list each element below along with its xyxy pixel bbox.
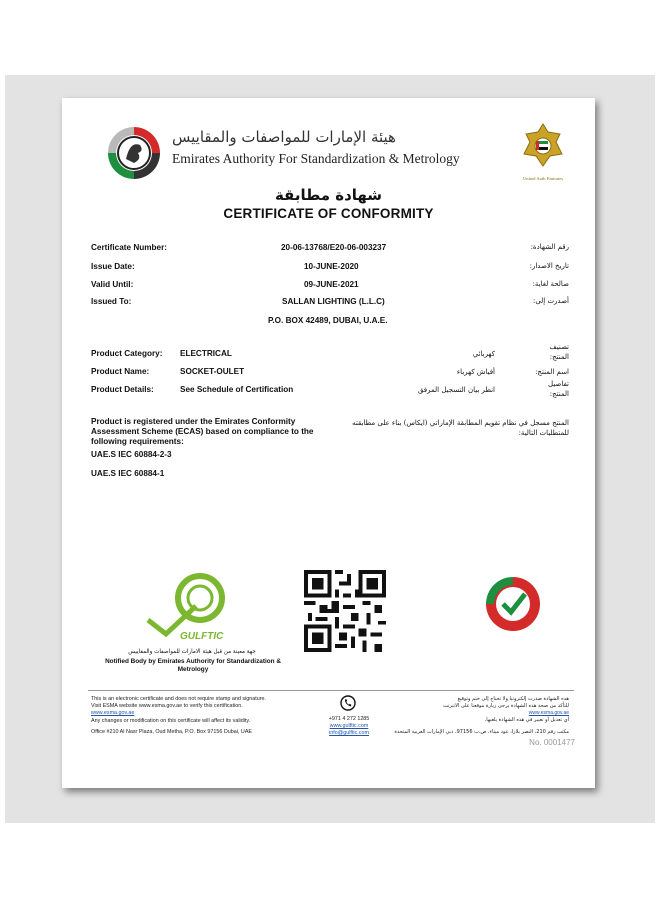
gulftic-logo-text: GULFTIC bbox=[180, 631, 224, 642]
issued-to-label-ar: أصدرت إلى: bbox=[532, 297, 569, 305]
conformity-mark-icon bbox=[482, 573, 544, 637]
certificate-sheet bbox=[62, 98, 595, 788]
footer-right-line-3: أي تعديل أو تغيير في هذه الشهادة يلغيها. bbox=[484, 717, 569, 723]
email-link[interactable]: info@gulftic.com bbox=[329, 730, 369, 737]
notified-body-line-2: Metrology bbox=[177, 666, 209, 673]
product-name-label-ar: اسم المنتج: bbox=[535, 368, 569, 376]
certificate-number-value: 20-06-13768/E20-06-003237 bbox=[281, 243, 387, 252]
requirements-line-2: Assessment Scheme (ECAS) based on compliance to the bbox=[91, 427, 314, 436]
product-details-value-ar: انظر بيان التسجيل المرفق bbox=[417, 386, 495, 394]
issue-date-value: 10-JUNE-2020 bbox=[304, 262, 359, 271]
requirements-line-1: Product is registered under the Emirates Conformity bbox=[91, 417, 296, 426]
requirements-line-3: following requirements: bbox=[91, 437, 184, 446]
product-details-label-ar: تفاصيل bbox=[548, 380, 569, 388]
title-en: CERTIFICATE OF CONFORMITY bbox=[223, 206, 434, 221]
certificate-serial-number: No. 0001477 bbox=[529, 738, 575, 747]
issued-to-address: P.O. BOX 42489, DUBAI, U.A.E. bbox=[268, 316, 388, 325]
requirements-text-ar-2: للمتطلبات التالية: bbox=[518, 429, 569, 437]
office-address-ar: مكتب رقم 210، النصر بلازا، عود ميثاء، ص.ب 97156، دبي الإمارات العربية المتحدة bbox=[394, 729, 569, 735]
product-category-label-ar-2: المنتج: bbox=[549, 353, 569, 361]
footer-divider bbox=[88, 690, 574, 691]
issue-date-label: Issue Date: bbox=[91, 262, 135, 271]
product-category-value: ELECTRICAL bbox=[180, 349, 232, 358]
product-name-value: SOCKET-OULET bbox=[180, 367, 245, 376]
product-details-label: Product Details: bbox=[91, 385, 154, 394]
qr-code[interactable] bbox=[303, 570, 387, 652]
esma-link-ar[interactable]: www.esma.gov.ae bbox=[528, 710, 569, 716]
notified-body-line-1: Notified Body by Emirates Authority for Standardization & bbox=[105, 658, 281, 665]
valid-until-label-ar: صالحة لغاية: bbox=[532, 280, 569, 288]
product-name-label: Product Name: bbox=[91, 367, 150, 376]
authority-name-en: Emirates Authority For Standardization & Metrology bbox=[172, 151, 460, 166]
product-details-label-ar-2: المنتج: bbox=[549, 390, 569, 398]
footer-right-line-2: للتأكد من صحة هذه الشهادة يرجى زيارة موقعنا على الانترنت bbox=[443, 703, 569, 709]
footer-right-line-1: هذه الشهادة صدرت إلكترونيا ولا تحتاج إلى ختم وتوقيع bbox=[457, 696, 569, 702]
contact-info bbox=[324, 716, 374, 738]
title-ar: شهادة مطابقة bbox=[274, 186, 383, 204]
uae-emblem-icon bbox=[518, 120, 568, 172]
product-category-label-ar: تصنيف bbox=[549, 343, 569, 351]
issued-to-value: SALLAN LIGHTING (L.L.C) bbox=[282, 297, 385, 306]
footer-left-line-2: Visit ESMA website www.esma.gov.ae to verify this certification. bbox=[91, 703, 243, 710]
product-name-value-ar: أفياش كهرباء bbox=[456, 368, 495, 376]
product-category-value-ar: كهربائي bbox=[472, 350, 495, 358]
requirements-text-ar: المنتج مسجل في نظام تقويم المطابقة الإماراتي (ايكاس) بناء على مطابقته bbox=[352, 419, 569, 427]
emblem-caption: United Arab Emirates bbox=[522, 176, 564, 181]
website-link[interactable]: www.gulftic.com bbox=[329, 723, 369, 730]
certificate-number-label-ar: رقم الشهادة: bbox=[530, 243, 569, 251]
esma-link[interactable]: www.esma.gov.ae bbox=[91, 710, 135, 717]
notified-body-ar: جهة معينة من قبل هيئة الامارات للمواصفات والمقاييس bbox=[128, 649, 256, 655]
phone-number: +971 4 272 1285 bbox=[328, 716, 370, 722]
certificate-number-label: Certificate Number: bbox=[91, 243, 167, 252]
authority-name-ar: هيئة الإمارات للمواصفات والمقاييس bbox=[172, 128, 396, 146]
requirements-text bbox=[91, 417, 341, 447]
issued-to-label: Issued To: bbox=[91, 297, 132, 306]
esma-logo-icon bbox=[102, 123, 166, 183]
standard-item: UAE.S IEC 60884-1 bbox=[91, 469, 165, 478]
footer-left-line-3: Any changes or modification on this certificate will affect its validity. bbox=[91, 717, 251, 724]
product-category-label: Product Category: bbox=[91, 349, 163, 358]
notified-body-en bbox=[88, 658, 298, 674]
footer-left-line-1: This is an electronic certificate and does not require stamp and signature. bbox=[91, 696, 266, 702]
office-address: Office #210 Al Nasr Plaza, Oud Metha, P.O. Box 97156 Dubai, UAE bbox=[91, 729, 253, 735]
footer-left-text bbox=[91, 696, 266, 725]
issue-date-label-ar: تاريخ الاصدار: bbox=[529, 262, 569, 270]
standard-item: UAE.S IEC 60884-2-3 bbox=[91, 450, 172, 459]
valid-until-value: 09-JUNE-2021 bbox=[304, 280, 359, 289]
product-details-value: See Schedule of Certification bbox=[180, 385, 294, 394]
valid-until-label: Valid Until: bbox=[91, 280, 134, 289]
phone-icon bbox=[340, 695, 356, 711]
